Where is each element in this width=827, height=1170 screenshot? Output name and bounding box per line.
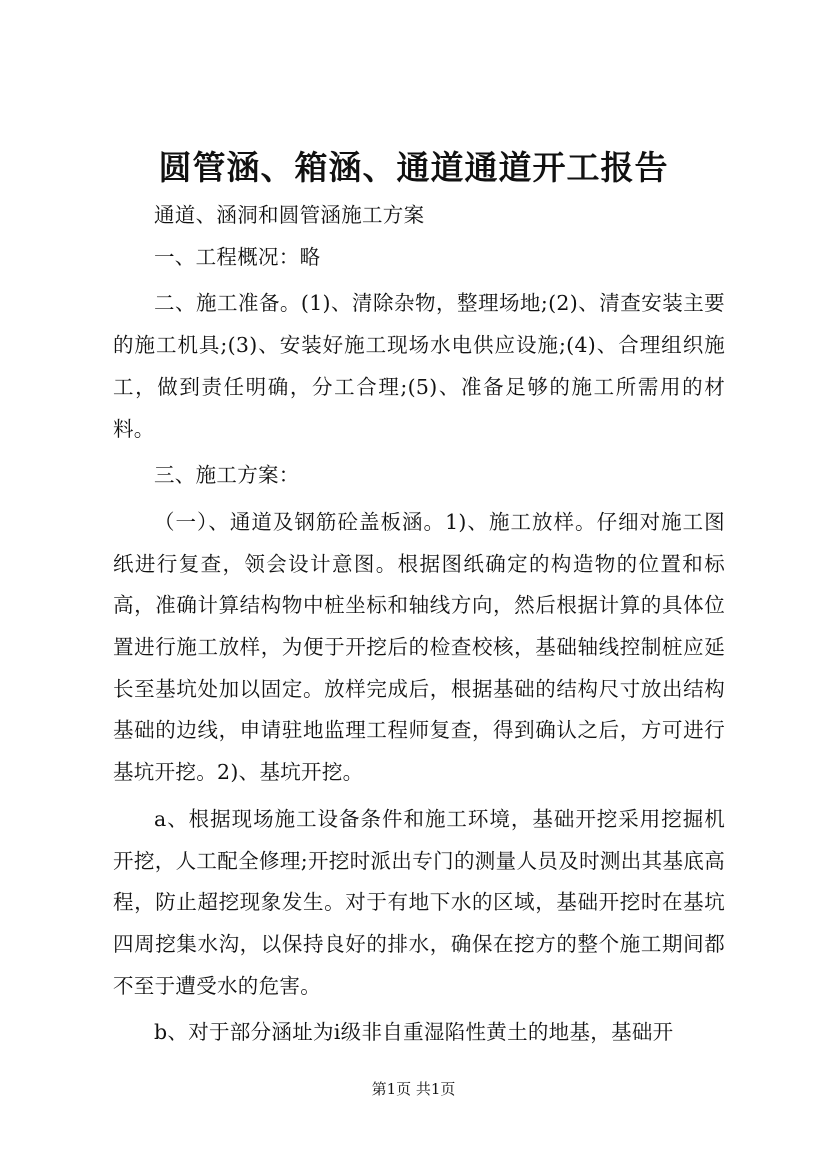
paragraph: b、对于部分涵址为ⅰ级非自重湿陷性黄土的地基，基础开 [154, 1020, 674, 1045]
paragraph: （一）、通道及钢筋砼盖板涵。1)、施工放样。仔细对施工图纸进行复查，领会设计意图。根据图纸确定的构造物的位置和标高，准确计算结构物中桩坐标和轴线方向，然后根据计算的具体位置进行施工放样，为便于开挖后的检查校核，基础轴线控制桩应延长至基坑处加以固定。放样完成后，根据基础的结构尺寸放出结构基础的边线，申请驻地监理工程师复查，得到确认之后，方可进行基坑开挖。2)、基坑开挖。 [113, 509, 725, 785]
paragraph: 一、工程概况：略 [154, 244, 321, 269]
paragraph: 二、施工准备。(1)、清除杂物，整理场地;(2)、清查安装主要的施工机具;(3)、安装好施工现场水电供应设施;(4)、合理组织施工，做到责任明确，分工合理;(5)、准备足够的施工所需用的材料。 [113, 291, 725, 441]
paragraph: 三、施工方案： [154, 463, 300, 488]
page-number: 第1页 共1页 [371, 1080, 456, 1098]
document-body [113, 195, 725, 1054]
paragraph: 通道、涵洞和圆管涵施工方案 [154, 203, 425, 227]
document-title: 圆管涵、箱涵、通道通道开工报告 [158, 148, 669, 187]
paragraph: a、根据现场施工设备条件和施工环境，基础开挖采用挖掘机开挖，人工配全修理;开挖时派出专门的测量人员及时测出其基底高程，防止超挖现象发生。对于有地下水的区域，基础开挖时在基坑四周挖集水沟，以保持良好的排水，确保在挖方的整个施工期间都不至于遭受水的危害。 [113, 806, 725, 998]
